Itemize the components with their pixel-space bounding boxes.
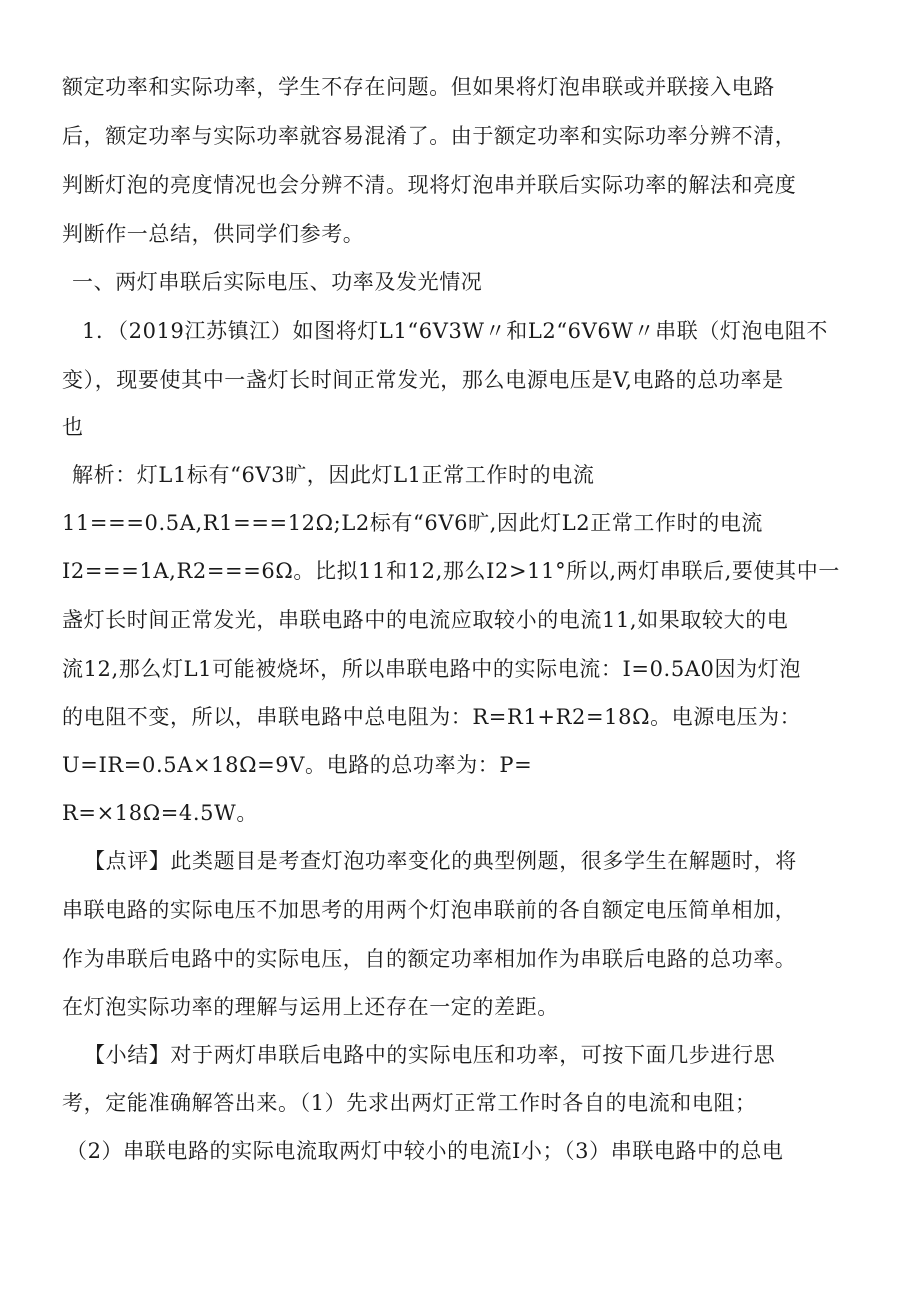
comment-line-1: 【点评】此类题目是考查灯泡功率变化的典型例题，很多学生在解题时，将 bbox=[84, 849, 797, 873]
analysis-line-1: 解析：灯L1标有“6V3旷，因此灯L1正常工作时的电流 bbox=[72, 463, 595, 487]
comment-line-2: 串联电路的实际电压不加思考的用两个灯泡串联前的各自额定电压简单相加， bbox=[62, 898, 797, 922]
analysis-line-4: 盏灯长时间正常发光，串联电路中的电流应取较小的电流11,如果取较大的电 bbox=[62, 608, 789, 632]
section-heading: 一、两灯串联后实际电压、功率及发光情况 bbox=[72, 270, 483, 294]
comment-line-4: 在灯泡实际功率的理解与运用上还存在一定的差距。 bbox=[62, 995, 559, 1019]
intro-line-4: 判断作一总结，供同学们参考。 bbox=[62, 222, 365, 246]
analysis-line-6: 的电阻不变，所以，串联电路中总电阻为：R=R1+R2=18Ω。电源电压为： bbox=[62, 705, 802, 729]
analysis-line-8: R=×18Ω=4.5W。 bbox=[62, 801, 258, 825]
summary-line-3: （2）串联电路的实际电流取两灯中较小的电流I小；（3）串联电路中的总电 bbox=[66, 1139, 784, 1163]
intro-line-2: 后，额定功率与实际功率就容易混淆了。由于额定功率和实际功率分辨不清， bbox=[62, 124, 797, 148]
comment-line-3: 作为串联后电路中的实际电压，自的额定功率相加作为串联后电路的总功率。 bbox=[62, 947, 797, 971]
analysis-line-5: 流12,那么灯L1可能被烧坏，所以串联电路中的实际电流：I=0.5A0因为灯泡 bbox=[62, 657, 801, 681]
analysis-line-7: U=IR=0.5A×18Ω=9V。电路的总功率为：P= bbox=[62, 753, 533, 777]
intro-line-3: 判断灯泡的亮度情况也会分辨不清。现将灯泡串并联后实际功率的解法和亮度 bbox=[62, 173, 797, 197]
summary-line-2: 考，定能准确解答出来。（1）先求出两灯正常工作时各自的电流和电阻； bbox=[62, 1091, 757, 1115]
intro-line-1: 额定功率和实际功率，学生不存在问题。但如果将灯泡串联或并联接入电路 bbox=[62, 75, 775, 99]
question-line-1: 1．（2019江苏镇江）如图将灯L1“6V3W〃和L2“6V6W〃串联（灯泡电阻不 bbox=[82, 319, 828, 343]
analysis-line-2: 11===0.5A,R1===12Ω;L2标有“6V6旷,因此灯L2正常工作时的电流 bbox=[62, 511, 764, 535]
question-line-3: 也 bbox=[62, 415, 84, 439]
question-line-2: 变），现要使其中一盏灯长时间正常发光，那么电源电压是V,电路的总功率是 bbox=[62, 368, 784, 392]
summary-line-1: 【小结】对于两灯串联后电路中的实际电压和功率，可按下面几步进行思 bbox=[84, 1043, 776, 1067]
analysis-line-3: I2===1A,R2===6Ω。比拟11和12,那么I2>11°所以,两灯串联后,要使其中一 bbox=[62, 559, 840, 583]
